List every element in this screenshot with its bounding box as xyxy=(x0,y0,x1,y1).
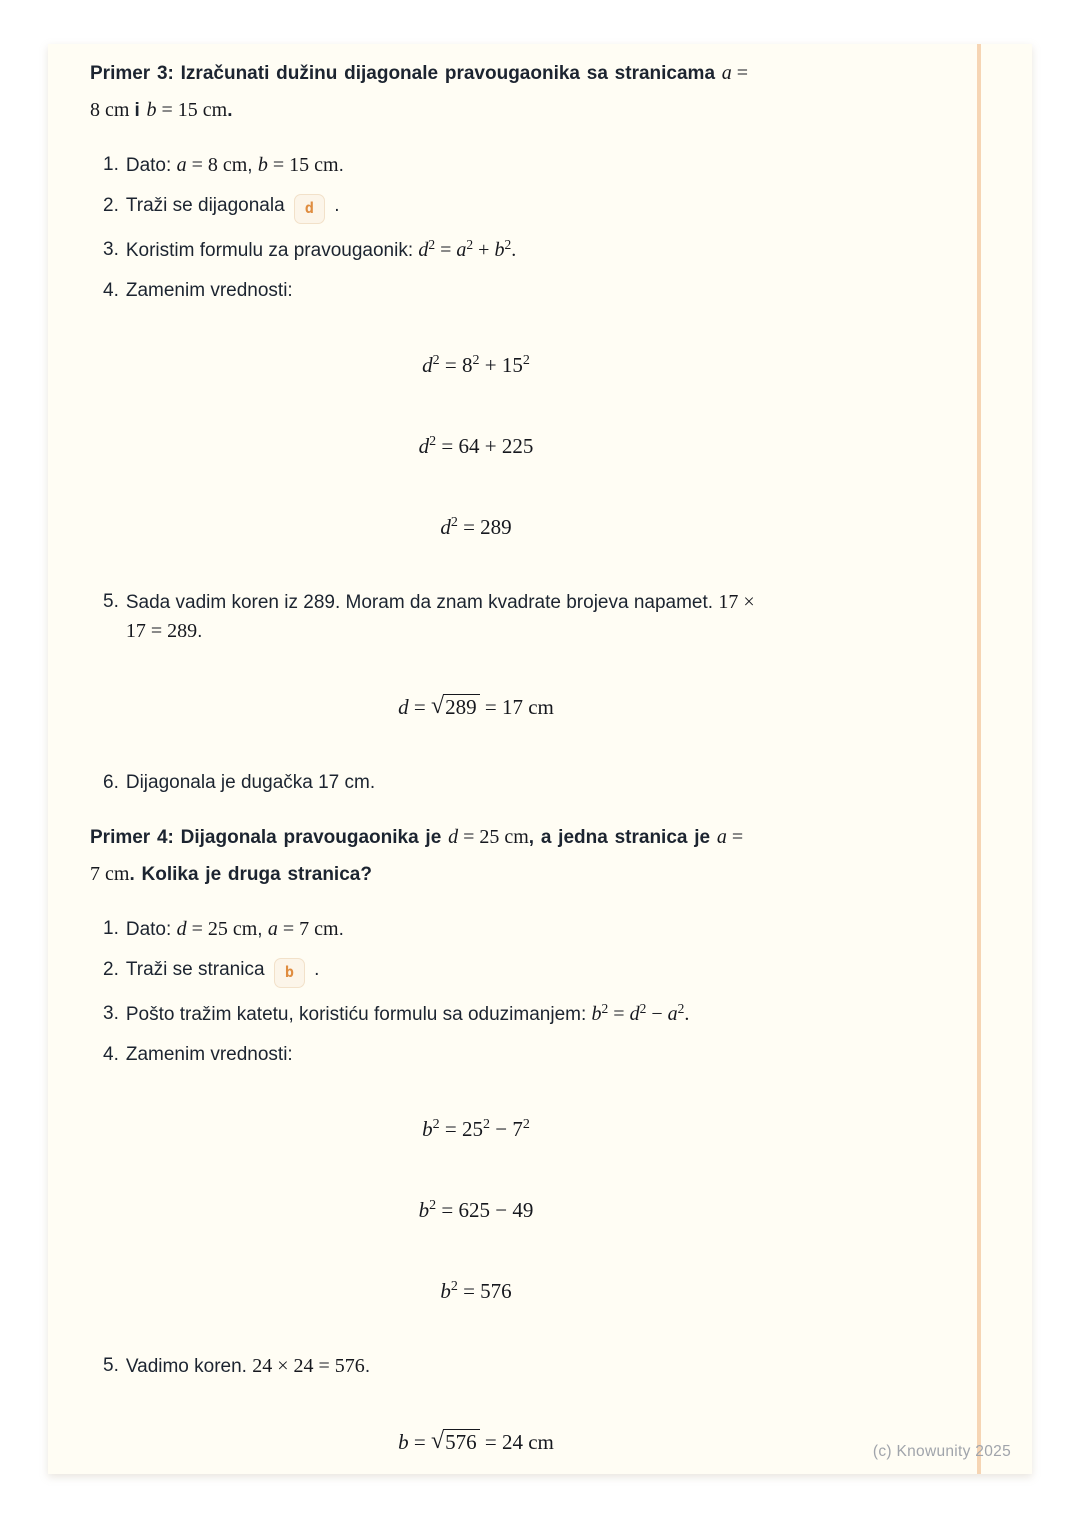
equation-b2-576: b2 = 576 xyxy=(440,1279,512,1303)
math-variable: b xyxy=(418,1198,430,1222)
primer-3-heading xyxy=(90,55,862,129)
list-item-content xyxy=(126,915,862,944)
equation-d2-289: d2 = 289 xyxy=(440,515,512,539)
math-run: − xyxy=(646,1003,668,1025)
list-item xyxy=(103,1041,862,1069)
copyright-watermark: (c) Knowunity 2025 xyxy=(872,1443,1011,1460)
text-run: Dato: xyxy=(125,155,177,176)
list-item-number: 5. xyxy=(103,591,119,612)
math-run: = 289 xyxy=(457,515,512,539)
text-run: Sada vadim koren iz 289. Moram da znam kvadrate brojeva napamet. xyxy=(125,592,719,613)
document-content xyxy=(90,44,862,1474)
text-run: Zamenim vrednosti: xyxy=(125,1044,293,1065)
primer-4-heading xyxy=(90,819,862,893)
math-run: + xyxy=(473,239,495,261)
list-item-number: 6. xyxy=(103,772,119,793)
text-run: Zamenim vrednosti: xyxy=(125,280,293,301)
sqrt-expression xyxy=(431,1430,480,1454)
list-item-content xyxy=(126,277,862,305)
radicand: 289 xyxy=(443,694,480,719)
math-run: = xyxy=(731,62,749,84)
list-item-content xyxy=(126,769,862,797)
list-item-content: Koristim formulu za pravougaonik: d2 = a2 + b2. xyxy=(125,237,517,261)
list-item-content xyxy=(126,192,862,224)
math-variable: d xyxy=(629,1003,640,1025)
equation-b2-625-49: b2 = 625 − 49 xyxy=(418,1198,534,1222)
math-run: = 64 + 225 xyxy=(436,434,534,458)
inline-code-badge: b xyxy=(274,958,305,988)
text-run: , xyxy=(247,155,258,176)
equation-b2-252-72: b2 = 252 − 72 xyxy=(422,1117,530,1141)
list-item-number: 2. xyxy=(103,959,119,980)
primer-4-steps-1-4 xyxy=(90,915,862,1069)
text-run: Dato: xyxy=(125,919,177,940)
list-item-content: Pošto tražim katetu, koristiću formulu sa oduzimanjem: b2 = d2 − a2. xyxy=(125,1001,690,1025)
math-variable: a xyxy=(716,826,727,848)
list-item-number: 1. xyxy=(103,918,119,939)
math-variable: b xyxy=(398,1430,409,1454)
list-item xyxy=(103,236,862,265)
equation-b-sqrt-576 xyxy=(90,1401,862,1474)
radicand: 576 xyxy=(443,1429,480,1454)
math-variable: b xyxy=(422,1117,433,1141)
math-run: 7 cm xyxy=(90,863,130,885)
math-run: = 576 xyxy=(457,1279,512,1303)
bold-text-run: . Kolika je druga stranica? xyxy=(129,864,372,885)
text-run: . xyxy=(197,621,203,642)
math-run: − 7 xyxy=(490,1117,523,1141)
text-run: Dijagonala je dugačka 17 cm. xyxy=(125,772,376,793)
math-variable: b xyxy=(440,1279,451,1303)
text-run: Vadimo koren. xyxy=(125,1356,253,1377)
list-item xyxy=(103,956,862,988)
math-run: = 8 cm xyxy=(186,154,248,176)
text-run: Pošto tražim katetu, koristiću formulu sa oduzimanjem: xyxy=(125,1004,592,1025)
math-variable: a xyxy=(267,918,278,940)
math-variable: b xyxy=(257,154,268,176)
math-run: 17 × xyxy=(718,591,755,613)
list-item xyxy=(103,915,862,944)
math-run: = 7 cm xyxy=(277,918,339,940)
text-run: Traži se dijagonala xyxy=(125,195,290,216)
math-run: = 25 cm xyxy=(186,918,258,940)
radical-icon: √ xyxy=(430,693,445,719)
math-variable: a xyxy=(721,62,732,84)
text-run: . xyxy=(364,1356,371,1377)
text-run: . xyxy=(338,155,344,176)
math-run: = 17 cm xyxy=(479,695,554,719)
list-item xyxy=(103,588,862,646)
math-run: = 15 cm xyxy=(156,99,228,121)
list-item xyxy=(103,1352,862,1381)
bold-text-run: i xyxy=(134,100,147,121)
math-variable: d xyxy=(176,918,187,940)
list-item-number: 2. xyxy=(103,195,119,216)
list-item-number: 4. xyxy=(103,280,119,301)
math-variable: d xyxy=(448,826,459,848)
math-run: = 15 cm xyxy=(267,154,339,176)
list-item xyxy=(103,151,862,180)
list-item-number: 4. xyxy=(103,1044,119,1065)
primer-4-step-5 xyxy=(90,1352,862,1381)
list-item-content xyxy=(126,956,862,988)
math-run: 17 = 289 xyxy=(125,620,198,642)
list-item-number: 1. xyxy=(103,154,119,175)
math-run: = xyxy=(726,826,744,848)
math-run: + 15 xyxy=(479,353,523,377)
math-variable: b xyxy=(494,239,505,261)
math-variable: d xyxy=(418,239,429,261)
equation-d2-64-225: d2 = 64 + 225 xyxy=(418,434,534,458)
math-run: . xyxy=(684,1003,690,1025)
text-run: . xyxy=(308,959,320,980)
equation-d-sqrt-289 xyxy=(90,666,862,749)
math-variable: a xyxy=(667,1003,678,1025)
sqrt-expression xyxy=(431,695,480,719)
text-run: . xyxy=(328,195,340,216)
math-run: = xyxy=(608,1003,630,1025)
radical-icon: √ xyxy=(430,1428,445,1454)
math-run: = xyxy=(435,239,457,261)
list-item-number: 3. xyxy=(103,239,119,260)
primer-3-steps-1-4 xyxy=(90,151,862,305)
list-item-content xyxy=(126,1041,862,1069)
math-run: = 625 − 49 xyxy=(436,1198,534,1222)
primer-3-step-5 xyxy=(90,588,862,646)
inline-code-badge: d xyxy=(294,194,325,224)
list-item-content xyxy=(126,588,862,646)
math-variable: a xyxy=(456,239,467,261)
bold-text-run: Primer 4: Dijagonala pravougaonika je xyxy=(90,827,449,848)
bold-text-run: Primer 3: Izračunati dužinu dijagonale pravougaonika sa stranicama xyxy=(90,63,722,84)
list-item-content xyxy=(126,151,862,180)
list-item xyxy=(103,1000,862,1029)
math-run: = 8 xyxy=(439,353,473,377)
list-item-content xyxy=(126,1352,862,1381)
math-variable: d xyxy=(422,353,433,377)
list-item xyxy=(103,192,862,224)
math-variable: d xyxy=(440,515,451,539)
text-run: . xyxy=(338,919,344,940)
list-item xyxy=(103,277,862,305)
primer-3-step-6 xyxy=(90,769,862,797)
text-run: Traži se stranica xyxy=(125,959,270,980)
math-run: 8 cm xyxy=(90,99,135,121)
text-run: Koristim formulu za pravougaonik: xyxy=(125,240,419,261)
list-item-number: 5. xyxy=(103,1355,119,1376)
document-page xyxy=(48,44,1032,1474)
math-run: 24 × 24 = 576 xyxy=(252,1355,365,1377)
math-run: = 25 xyxy=(439,1117,483,1141)
equation-d2-8-15: d2 = 82 + 152 xyxy=(422,353,530,377)
math-run: = 24 cm xyxy=(479,1430,554,1454)
text-run: , xyxy=(257,919,268,940)
math-variable: b xyxy=(146,99,157,121)
math-variable: d xyxy=(398,695,409,719)
math-run: = xyxy=(408,695,431,719)
math-run: = 25 cm xyxy=(458,826,529,848)
bold-text-run: , a jedna stranica je xyxy=(528,827,717,848)
page-accent-line xyxy=(977,44,981,1474)
math-run: = xyxy=(408,1430,431,1454)
list-item-number: 3. xyxy=(103,1003,119,1024)
math-variable: a xyxy=(176,154,187,176)
bold-text-run: . xyxy=(227,100,233,121)
math-variable: d xyxy=(418,434,430,458)
list-item xyxy=(103,769,862,797)
math-variable: b xyxy=(591,1003,602,1025)
math-run: . xyxy=(511,239,517,261)
